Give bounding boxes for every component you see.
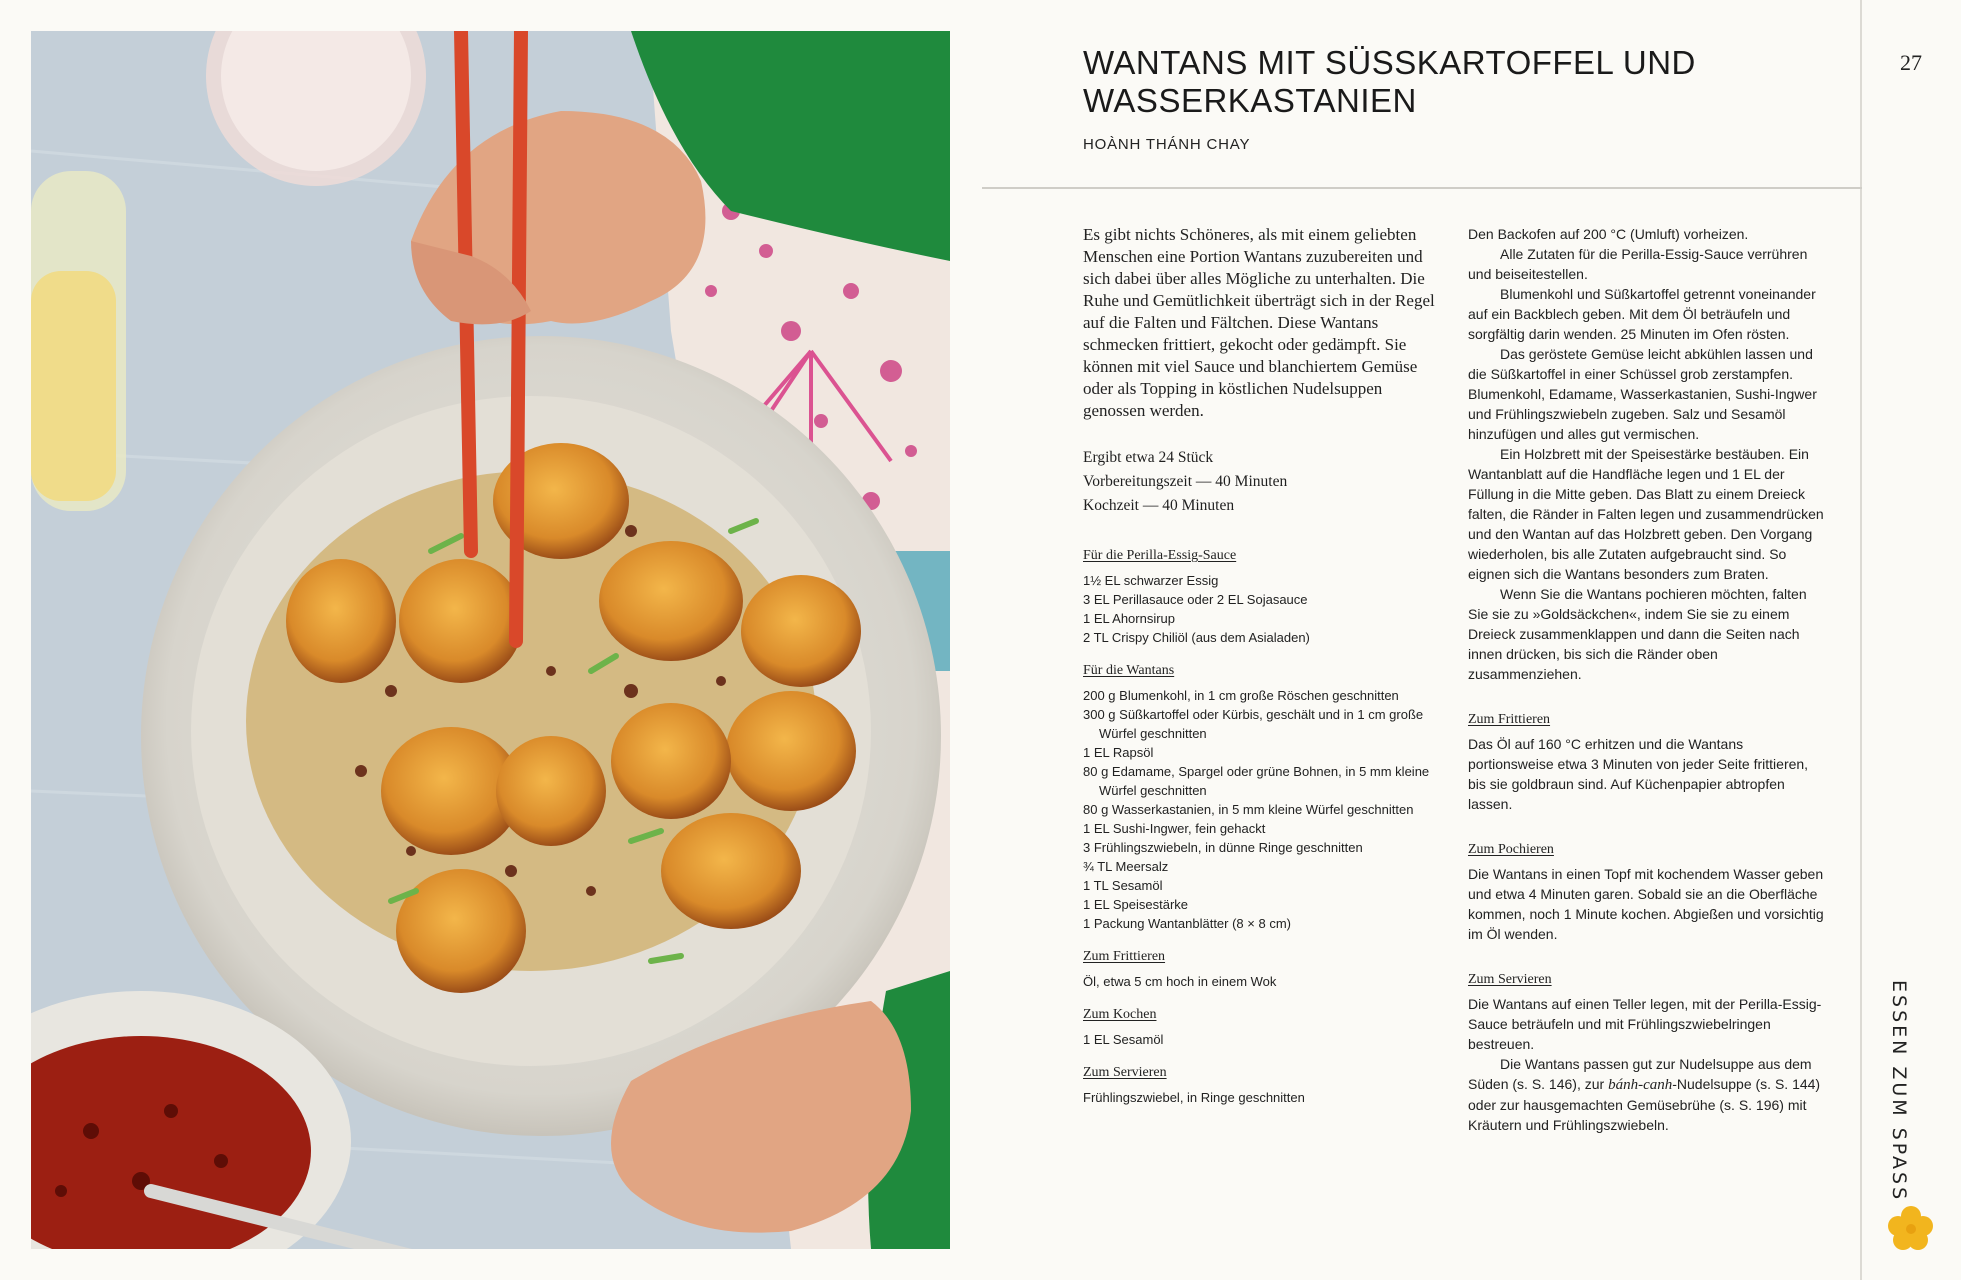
ingredient-item: 80 g Edamame, Spargel oder grüne Bohnen, in 5 mm kleine Würfel geschnitten xyxy=(1083,764,1430,798)
section-label: ESSEN ZUM SPASS xyxy=(1888,980,1910,1203)
title-divider xyxy=(982,187,1862,189)
method-heading-frittieren: Zum Frittieren xyxy=(1468,712,1551,727)
ingredients-column xyxy=(1083,224,1443,1107)
tip-text-part: Die Wantans passen gut zur Nudelsuppe aus dem Süden (s. S. 146), zur xyxy=(1468,1056,1812,1092)
ingredient-item: Öl, etwa 5 cm hoch in einem Wok xyxy=(1083,974,1277,989)
intro-text: Es gibt nichts Schöneres, als mit einem geliebten Menschen eine Portion Wantans zuzubereiten und sich dabei über alles Mögliche zu unterhalten. Die Ruhe und Gemütlichkeit überträgt sich in der Regel auf die Falten und Fältchen. Diese Wantans schmecken frittiert, gekocht oder gedämpft. Sie können mit viel Sauce und blanchiertem Gemüse oder als Topping in köstlichen Nudelsuppen genossen werden. xyxy=(1083,225,1435,420)
ingredient-item: 1 TL Sesamöl xyxy=(1083,878,1163,893)
flower-icon xyxy=(1887,1204,1935,1252)
tip-text-emphasis: bánh-canh xyxy=(1608,1077,1673,1093)
method-step: Das geröstete Gemüse leicht abkühlen lassen und die Süßkartoffel in einer Schüssel grob zerstampfen. Blumenkohl, Edamame, Wasserkastanien, Sushi-Ingwer und Frühlingszwiebeln zugeben. Salz und Sesamöl hinzufügen und alles gut vermischen. xyxy=(1468,346,1817,442)
ingredient-group-kochen xyxy=(1083,1007,1443,1049)
ingredient-item: 300 g Süßkartoffel oder Kürbis, geschält und in 1 cm große Würfel geschnitten xyxy=(1083,707,1424,741)
ingredient-group-sauce xyxy=(1083,548,1443,647)
food-photo-icon xyxy=(31,31,950,1249)
method-step: Den Backofen auf 200 °C (Umluft) vorheizen. xyxy=(1468,226,1749,242)
ingredient-item: 1 EL Speisestärke xyxy=(1083,897,1189,912)
recipe-meta xyxy=(1083,446,1443,518)
recipe-title: WANTANS MIT SÜSSKARTOFFEL UND WASSERKASTANIEN xyxy=(1083,44,1696,119)
method-column xyxy=(1468,224,1828,1135)
ingredient-item: 2 TL Crispy Chiliöl (aus dem Asialaden) xyxy=(1083,630,1310,645)
ingredient-group-heading: Zum Servieren xyxy=(1083,1065,1167,1080)
ingredient-item: 3 Frühlingszwiebeln, in dünne Ringe geschnitten xyxy=(1083,840,1363,855)
food-photo xyxy=(31,31,950,1249)
yield-text: Ergibt etwa 24 Stück xyxy=(1083,449,1214,466)
ingredient-item: 1 EL Ahornsirup xyxy=(1083,611,1176,626)
method-pochieren-text: Die Wantans in einen Topf mit kochendem Wasser geben und etwa 4 Minuten garen. Sobald sie an die Oberfläche kommen, noch 1 Minute kochen. Abgießen und vorsichtig im Öl wenden. xyxy=(1468,866,1824,942)
ingredient-item: 80 g Wasserkastanien, in 5 mm kleine Würfel geschnitten xyxy=(1083,802,1414,817)
method-heading-pochieren: Zum Pochieren xyxy=(1468,842,1554,857)
method-step: Alle Zutaten für die Perilla-Essig-Sauce verrühren und beiseitestellen. xyxy=(1468,246,1808,282)
method-servieren-text: Die Wantans auf einen Teller legen, mit der Perilla-Essig-Sauce beträufeln und mit Frühlingszwiebelringen bestreuen. xyxy=(1468,996,1822,1052)
page-number: 27 xyxy=(1900,50,1922,75)
tip-text-part: -Nudelsuppe (s. S. 144) oder zur hausgemachten Gemüsebrühe (s. S. 196) mit Kräutern und Frühlingszwiebeln. xyxy=(1468,1076,1821,1133)
ingredient-group-heading: Zum Frittieren xyxy=(1083,949,1166,964)
method-step: Blumenkohl und Süßkartoffel getrennt voneinander auf ein Backblech geben. Mit dem Öl beträufeln und sorgfältig darin wenden. 25 Minuten im Ofen rösten. xyxy=(1468,286,1816,342)
ingredient-group-frittieren xyxy=(1083,949,1443,991)
ingredient-group-wantans xyxy=(1083,663,1443,933)
page-margin-rule xyxy=(1860,0,1862,1280)
ingredient-item: 1 Packung Wantanblätter (8 × 8 cm) xyxy=(1083,916,1291,931)
method-servieren-tip xyxy=(1468,1054,1828,1135)
prep-time: Vorbereitungszeit — 40 Minuten xyxy=(1083,473,1288,490)
ingredient-item: 1½ EL schwarzer Essig xyxy=(1083,573,1219,588)
ingredient-item: Frühlingszwiebel, in Ringe geschnitten xyxy=(1083,1090,1305,1105)
ingredient-item: 1 EL Sushi-Ingwer, fein gehackt xyxy=(1083,821,1266,836)
ingredient-item: ¾ TL Meersalz xyxy=(1083,859,1169,874)
ingredient-group-heading: Für die Wantans xyxy=(1083,663,1175,678)
method-frittieren-text: Das Öl auf 160 °C erhitzen und die Wantans portionsweise etwa 3 Minuten von jeder Seite frittieren, bis sie goldbraun sind. Auf Küchenpapier abtropfen lassen. xyxy=(1468,736,1809,812)
ingredient-item: 3 EL Perillasauce oder 2 EL Sojasauce xyxy=(1083,592,1308,607)
method-heading-servieren: Zum Servieren xyxy=(1468,972,1552,987)
ingredient-item: 1 EL Rapsöl xyxy=(1083,745,1154,760)
method-step: Wenn Sie die Wantans pochieren möchten, falten Sie sie zu »Goldsäckchen«, indem Sie sie zu einem Dreieck zusammenklappen und dann die Seiten nach innen drücken, bis sich die Ränder oben zusammenziehen. xyxy=(1468,586,1807,682)
ingredient-group-heading: Zum Kochen xyxy=(1083,1007,1157,1022)
ingredient-group-servieren xyxy=(1083,1065,1443,1107)
recipe-subtitle: HOÀNH THÁNH CHAY xyxy=(1083,136,1251,153)
ingredient-item: 200 g Blumenkohl, in 1 cm große Röschen geschnitten xyxy=(1083,688,1399,703)
method-step: Ein Holzbrett mit der Speisestärke bestäuben. Ein Wantanblatt auf die Handfläche legen und 1 EL der Füllung in die Mitte geben. Das Blatt zu einem Dreieck falten, die Ränder in Falten legen und zusammendrücken und den Wantan auf das Holzbrett geben. Den Vorgang wiederholen, bis alle Zutaten aufgebraucht sind. So eignen sich die Wantans besonders zum Braten. xyxy=(1468,446,1824,582)
ingredient-item: 1 EL Sesamöl xyxy=(1083,1032,1164,1047)
ingredient-group-heading: Für die Perilla-Essig-Sauce xyxy=(1083,548,1237,563)
cook-time: Kochzeit — 40 Minuten xyxy=(1083,497,1235,514)
